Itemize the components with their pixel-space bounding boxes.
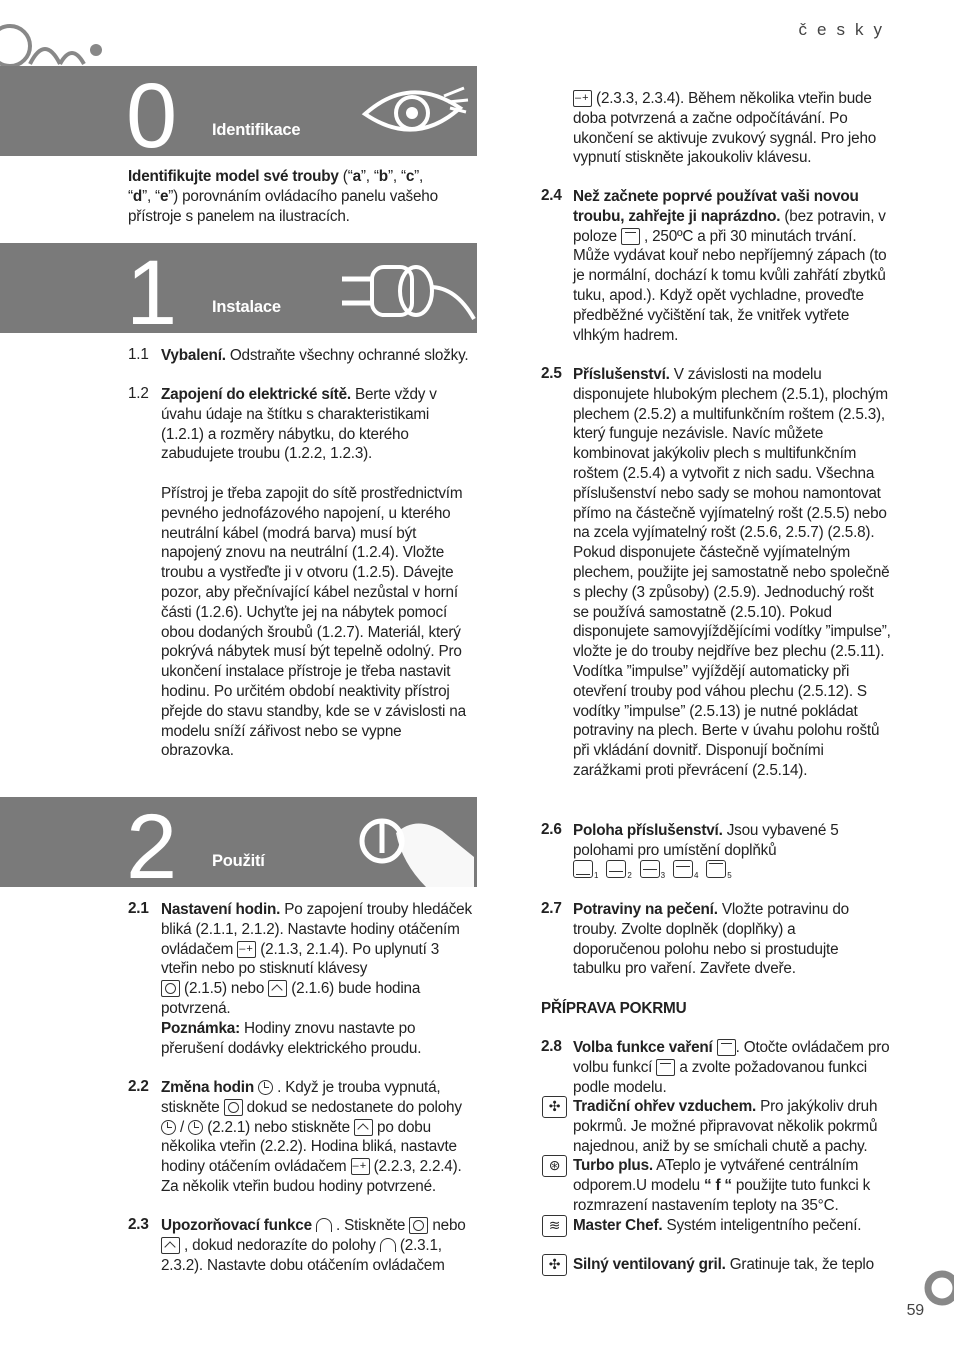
up-key-icon [354, 1119, 373, 1136]
shelf-level-2-icon [606, 860, 626, 878]
master-chef-icon: ≋ [542, 1215, 567, 1237]
shelf-level-3-icon [640, 860, 660, 878]
paragraph-2-4: Než začnete poprvé používat vaši novou troubu, zahřejte ji naprázdno. (bez potravin, v poloze , 250ºC a při 30 minutách trvání. Může vydávat kouř nebo nepříjemný zápach (to je normální, dochází k tomu kvůli zahřátí zbytků tuku, apod.). Když opět vychladne, proveďte předběžné vyčištění tak, že vnitřek vytřete vlhkým hadrem. [573, 188, 887, 344]
paragraph-number: 1.1 [128, 346, 149, 363]
clock-key-icon [224, 1099, 243, 1116]
identify-paragraph: Identifikujte model své trouby (“a”, “b”, “c”, “d”, “e”) porovnáním ovládacího panelu vašeho přístroje s panelem na ilustracích. [128, 168, 438, 225]
paragraph-2-3: Upozorňovací funkce . Stiskněte nebo , dokud nedorazíte do polohy (2.3.1, 2.3.2). Nastavte dobu otáčením ovládačem [161, 1217, 466, 1274]
shelf-level-5-icon [706, 860, 726, 878]
up-key-icon [268, 980, 287, 997]
oven-mode-icon [621, 228, 640, 245]
section-number: 1 [126, 242, 177, 344]
fan-grill-icon: ✣ [542, 1254, 567, 1276]
plus-minus-icon [573, 90, 592, 107]
decorative-bubbles [0, 20, 110, 70]
section-number: 2 [126, 796, 177, 898]
section-2-banner [0, 796, 477, 898]
bell-icon [316, 1218, 332, 1232]
paragraph-number: 2.4 [541, 187, 562, 204]
paragraph-number: 2.8 [541, 1038, 562, 1055]
paragraph-number: 1.2 [128, 385, 149, 402]
touch-button-icon [356, 807, 476, 887]
paragraph-2-5: Příslušenství. V závislosti na modelu disponujete hlubokým plechem (2.5.1), plochým plechem (2.5.2) a multifunkčním roštem (2.5.3), který funguje nezávisle. Navíc můžete kombinovat jakýkoliv plech s multifunkčním roštem (2.5.4) a vytvořit z nich sadu. Všechna příslušenství nebo sady se mohou namontovat přímo na částečně vyjímatelný rošt (2.5.5) nebo na zcela vyjímatelný rošt (2.5.6, 2.5.7) (2.5.8). Pokud disponujete částečně vyjímatelným plechem, použijte jej samostatně nebo společně s plechy (3 způsoby) (2.5.9). Jednoduchý rošt se používá samostatně (2.5.10). Pokud disponujete samovyjíždějícími vodítky ”impulse”, vložte je do trouby nejdříve bez plechu (2.5.11). Vodítka ”impulse” vyjíždějí automaticky při otevření trouby pod váhou plechu (2.5.12). S vodítky ”impulse” (2.5.13) je nutné pokládat potraviny na plech. Berte v úvahu polohu roštů při vkládání dovnitř. Disponují bočními zarážkami proti převrácení (2.5.14). [573, 366, 891, 779]
paragraph-1-2-continued: Přístroj je třeba zapojit do sítě prostřednictvím pevného jednofázového napojení, u kterého neutrální kábel (modrá barva) musí být napojený znovu na neutrální (1.2.4). Vložte troubu a vystřeďte ji v otvoru (1.2.5). Dávejte pozor, aby přečnívající kábel nezůstal v horní části (1.2.6). Uchyťte jej na nábytek pomocí obou dodaných šroubů (1.2.7). Materiál, který pokrývá nábytek musí být tepelně odolný. Pro ukončení instalace přístroje je třeba nastavit hodinu. Po určitém období neaktivity přístroj přejde do stavu standby, kde se v závislosti na modelu sníží zářivost nebo se vypne obrazovka. [161, 485, 466, 760]
oven-mode-icon [656, 1059, 675, 1076]
paragraph-number: 2.5 [541, 365, 562, 382]
paragraph-1-2: Zapojení do elektrické sítě. Berte vždy v úvahu údaje na štítku s charakteristikami (1.2.1) a rozměry nábytku, do kterého zabudujete troubu (1.2.2, 1.2.3). [161, 386, 437, 463]
eye-icon [360, 78, 470, 144]
shelf-positions: 1 2 3 4 5 [573, 860, 736, 880]
function-turbo-plus: Turbo plus. ATeplo je vytvářené centrálním odporem.U modelu “ f “ použijte tuto funkci k rozmrazení nastavením teploty na 35°C. [573, 1157, 871, 1214]
paragraph-2-7: Potraviny na pečení. Vložte potravinu do trouby. Zvolte doplněk (doplňky) a doporučenou polohu nebo si prostudujte tabulku pro vaření. Zavřete dveře. [573, 901, 849, 978]
paragraph-2-2: Změna hodin . Když je trouba vypnutá, stiskněte dokud se nedostanete do polohy / (2.2.1) nebo stiskněte po dobu několika vteřin (2.2.2). Hodina bliká, nastavte hodiny otáčením ovládačem – + (2.2.3, 2.2.4). Za několik vteřin budou hodiny potvrzené. [161, 1078, 473, 1197]
paragraph-number: 2.7 [541, 900, 562, 917]
paragraph-2-1: Nastavení hodin. Po zapojení trouby hledáček bliká (2.1.1, 2.1.2). Nastavte hodiny otáčením ovládačem – + (2.1.3, 2.1.4). Po uplynutí 3 vteřin nebo po stisknutí klávesy (2.1.5) nebo (2.1.6) bude hodina potvrzená. Poznámka: Hodiny znovu nastavte po přerušení dodávky elektrického proudu. [161, 900, 473, 1058]
decorative-circle [920, 1268, 954, 1308]
turbo-fan-icon: ⊛ [542, 1155, 567, 1177]
page-number: 59 [906, 1302, 924, 1319]
paragraph-1-1: Vybalení. Odstraňte všechny ochranné složky. [161, 347, 469, 364]
section-title: Identifikace [212, 121, 301, 139]
paragraph-number: 2.2 [128, 1078, 149, 1095]
bell-icon [380, 1238, 396, 1252]
plus-minus-icon [351, 1158, 370, 1175]
function-traditional-convection: Tradiční ohřev vzduchem. Pro jakýkoliv druh pokrmů. Je možné připravovat několik pokrmů najednou, aniž by se smíchali chutě a pachy. [573, 1098, 878, 1155]
plug-icon [336, 257, 476, 327]
paragraph-2-6: Poloha příslušenství. Jsou vybavené 5 polohami pro umístění doplňků [573, 822, 839, 859]
section-title: Instalace [212, 298, 281, 316]
clock-icon [258, 1080, 273, 1095]
plus-minus-icon [237, 941, 256, 958]
section-title: Použití [212, 852, 265, 870]
preparation-heading: PŘÍPRAVA POKRMU [541, 1000, 687, 1017]
section-0-banner [0, 65, 477, 167]
function-master-chef: Master Chef. Systém inteligentního pečení. [573, 1217, 862, 1234]
section-number: 0 [126, 65, 177, 167]
shelf-level-4-icon [673, 860, 693, 878]
fan-icon: ✣ [542, 1096, 567, 1118]
function-selector-icon [717, 1039, 736, 1056]
language-label: česky [798, 20, 892, 39]
clock-key-icon [161, 980, 180, 997]
paragraph-number: 2.3 [128, 1216, 149, 1233]
up-key-icon [161, 1237, 180, 1254]
paragraph-number: 2.6 [541, 821, 562, 838]
shelf-level-1-icon [573, 860, 593, 878]
paragraph-number: 2.1 [128, 900, 149, 917]
clock-key-icon [409, 1217, 428, 1234]
function-fan-grill: Silný ventilovaný gril. Gratinuje tak, že teplo [573, 1256, 874, 1273]
paragraph-2-3-continued: – + (2.3.3, 2.3.4). Během několika vteřin bude doba potvrzená a začne odpočítávání. Po ukončení se aktivuje zvukový sygnál. Pro jeho vypnutí stiskněte jakoukoliv klávesu. [573, 89, 891, 168]
info-icon [188, 1120, 203, 1135]
paragraph-2-8: Volba funkce vaření . Otočte ovládačem pro volbu funkcí a zvolte požadovanou funkci podle modelu. [573, 1039, 890, 1096]
section-1-banner [0, 242, 477, 344]
clock-icon [161, 1120, 176, 1135]
